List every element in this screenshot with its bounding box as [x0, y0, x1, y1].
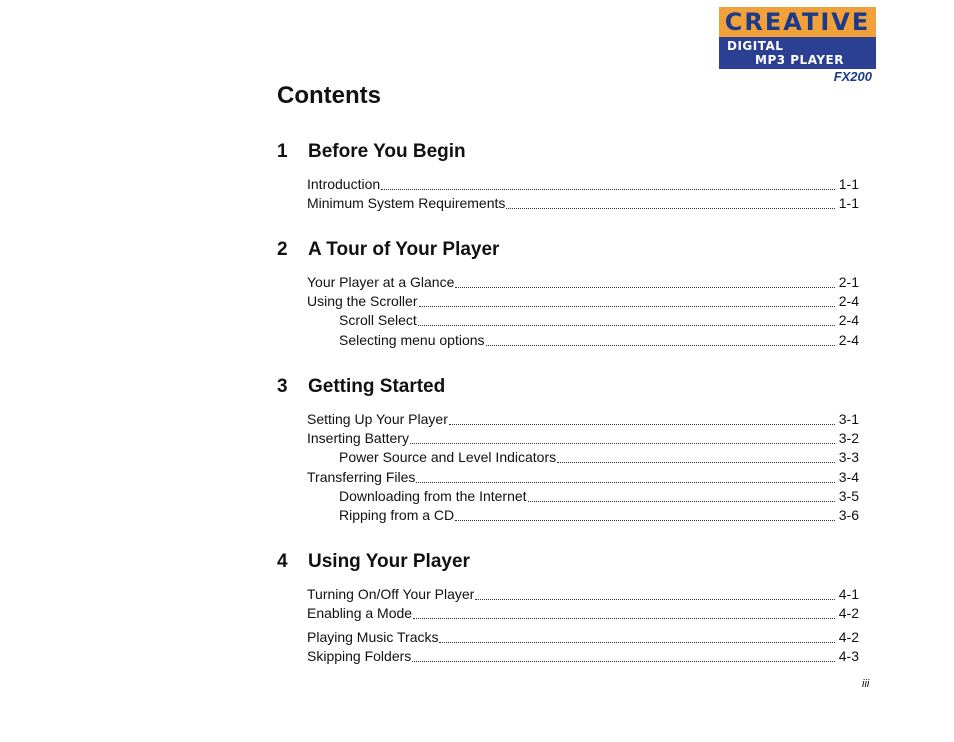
toc-label: Transferring Files	[307, 469, 416, 485]
toc-page: 2-4	[838, 312, 859, 328]
dot-leader	[439, 641, 835, 643]
toc-label: Skipping Folders	[307, 648, 412, 664]
dot-leader	[486, 344, 835, 346]
toc-label: Minimum System Requirements	[307, 195, 506, 211]
toc-label: Enabling a Mode	[307, 605, 413, 621]
chapter-4-heading	[277, 550, 470, 574]
toc-label: Inserting Battery	[307, 430, 409, 446]
chapter-title: Using Your Player	[308, 551, 470, 572]
toc-label: Selecting menu options	[339, 332, 485, 348]
toc-label: Turning On/Off Your Player	[307, 586, 475, 602]
logo-line-mp3-player: MP3 PLAYER	[755, 53, 844, 67]
toc-label: Scroll Select	[339, 312, 417, 328]
toc-label: Using the Scroller	[307, 293, 418, 309]
toc-page: 3-1	[838, 411, 859, 427]
toc-page: 4-3	[838, 648, 859, 664]
toc-entry-power-source-and-level-indicators[interactable]	[339, 448, 859, 467]
toc-entry-your-player-at-a-glance[interactable]	[307, 273, 859, 292]
logo-model: FX200	[833, 69, 872, 84]
toc-label: Your Player at a Glance	[307, 274, 455, 290]
toc-page: 1-1	[838, 195, 859, 211]
chapter-number: 3	[277, 376, 288, 397]
toc-entry-enabling-a-mode[interactable]	[307, 604, 859, 623]
toc-label: Playing Music Tracks	[307, 629, 439, 645]
toc-label: Ripping from a CD	[339, 507, 455, 523]
toc-entry-playing-music-tracks[interactable]	[307, 628, 859, 647]
dot-leader	[475, 598, 835, 600]
dot-leader	[528, 500, 835, 502]
toc-entry-transferring-files[interactable]	[307, 468, 859, 487]
toc-entry-selecting-menu-options[interactable]	[339, 331, 859, 350]
toc-entry-skipping-folders[interactable]	[307, 647, 859, 666]
toc-entry-ripping-from-a-cd[interactable]	[339, 506, 859, 525]
toc-entry-introduction[interactable]	[307, 175, 859, 194]
creative-logo	[719, 7, 876, 84]
toc-page: 1-1	[838, 176, 859, 192]
toc-page: 2-4	[838, 332, 859, 348]
dot-leader	[418, 324, 835, 326]
toc-label: Power Source and Level Indicators	[339, 449, 557, 465]
dot-leader	[455, 519, 835, 521]
chapter-2-heading	[277, 238, 499, 262]
dot-leader	[413, 617, 835, 619]
chapter-1-heading	[277, 140, 466, 164]
dot-leader	[455, 286, 835, 288]
chapter-title: Getting Started	[308, 376, 446, 397]
toc-page: 3-4	[838, 469, 859, 485]
chapter-number: 1	[277, 141, 288, 162]
toc-entry-using-the-scroller[interactable]	[307, 292, 859, 311]
toc-page: 4-2	[838, 629, 859, 645]
chapter-number: 4	[277, 551, 288, 572]
toc-entry-setting-up-your-player[interactable]	[307, 410, 859, 429]
toc-page: 4-2	[838, 605, 859, 621]
toc-page: 3-6	[838, 507, 859, 523]
toc-page: 2-4	[838, 293, 859, 309]
toc-page: 3-3	[838, 449, 859, 465]
chapter-title: A Tour of Your Player	[308, 239, 500, 260]
page-number: iii	[862, 678, 870, 690]
dot-leader	[557, 461, 835, 463]
toc-label: Setting Up Your Player	[307, 411, 448, 427]
dot-leader	[410, 442, 835, 444]
chapter-number: 2	[277, 239, 288, 260]
toc-page: 3-2	[838, 430, 859, 446]
toc-entry-minimum-system-requirements[interactable]	[307, 194, 859, 213]
page-title: Contents	[277, 82, 381, 109]
toc-label: Downloading from the Internet	[339, 488, 527, 504]
logo-band	[719, 37, 876, 69]
toc-page: 3-5	[838, 488, 859, 504]
dot-leader	[416, 481, 835, 483]
logo-brand: CREATIVE	[719, 7, 876, 37]
dot-leader	[449, 423, 835, 425]
toc-label: Introduction	[307, 176, 381, 192]
dot-leader	[412, 660, 835, 662]
chapter-3-heading	[277, 375, 445, 399]
toc-entry-scroll-select[interactable]	[339, 311, 859, 330]
toc-entry-downloading-from-the-internet[interactable]	[339, 487, 859, 506]
chapter-title: Before You Begin	[308, 141, 466, 162]
toc-entry-turning-on-off-your-player[interactable]	[307, 585, 859, 604]
dot-leader	[419, 305, 836, 307]
logo-line-digital: DIGITAL	[727, 39, 784, 53]
toc-page: 2-1	[838, 274, 859, 290]
dot-leader	[381, 188, 835, 190]
toc-page: 4-1	[838, 586, 859, 602]
dot-leader	[506, 207, 835, 209]
toc-entry-inserting-battery[interactable]	[307, 429, 859, 448]
